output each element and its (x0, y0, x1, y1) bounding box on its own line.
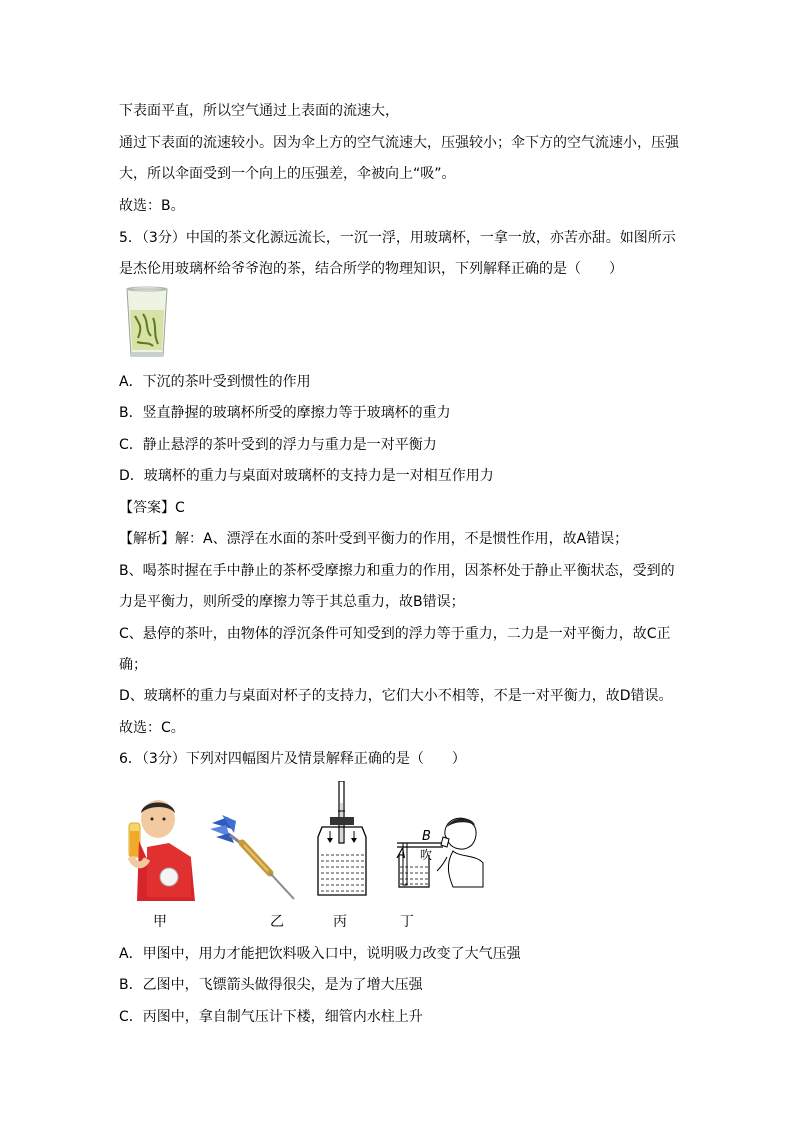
option-c: C．静止悬浮的茶叶受到的浮力与重力是一对平衡力 (119, 437, 437, 453)
analysis-line: 故选：C。 (119, 720, 185, 736)
option-b: B．乙图中，飞镖箭头做得很尖，是为了增大压强 (119, 977, 423, 993)
question-5-stem: 5．（3分）中国的茶文化源远流长，一沉一浮，用玻璃杯，一拿一放，亦苦亦甜。如图所示 (119, 230, 676, 246)
tea-glass-image (123, 286, 171, 360)
analysis-line: C、悬停的茶叶，由物体的浮沉条件可知受到的浮力等于重力，二力是一对平衡力，故C正 (119, 626, 671, 642)
question-6-stem: 6．（3分）下列对四幅图片及情景解释正确的是（ ） (119, 751, 466, 767)
text-line: 通过下表面的流速较小。因为伞上方的空气流速大，压强较小；伞下方的空气流速小，压强 (119, 135, 679, 151)
answer-label: 【答案】C (119, 500, 185, 516)
analysis-line: 确； (119, 657, 147, 673)
caption-yi: 乙 (270, 914, 284, 930)
text-line: 故选：B。 (119, 198, 185, 214)
figure-label-a: A (397, 847, 406, 862)
text-line: 大，所以伞面受到一个向上的压强差，伞被向上“吸”。 (119, 166, 456, 182)
dart-image (208, 815, 298, 903)
figure-label-b: B (422, 829, 431, 844)
blowing-tube-image (393, 813, 485, 889)
text-line: 下表面平直，所以空气通过上表面的流速大， (119, 103, 399, 119)
caption-ding: 丁 (400, 914, 414, 930)
caption-bing: 丙 (333, 914, 347, 930)
analysis-line: B、喝茶时握在手中静止的茶杯受摩擦力和重力的作用，因茶杯处于静止平衡状态，受到的 (119, 563, 675, 579)
option-b: B．竖直静握的玻璃杯所受的摩擦力等于玻璃杯的重力 (119, 405, 451, 421)
analysis-line: D、玻璃杯的重力与桌面对杯子的支持力，它们大小不相等，不是一对平衡力，故D错误。 (119, 688, 673, 704)
question-5-stem: 是杰伦用玻璃杯给爷爷泡的茶，结合所学的物理知识，下列解释正确的是（ ） (119, 261, 623, 277)
barometer-bottle-image (316, 781, 378, 899)
option-a: A．下沉的茶叶受到惯性的作用 (119, 374, 311, 390)
analysis-line: 【解析】解：A、漂浮在水面的茶叶受到平衡力的作用，不是惯性作用，故A错误； (119, 531, 629, 547)
caption-jia: 甲 (153, 914, 167, 930)
option-a: A．甲图中，用力才能把饮料吸入口中，说明吸力改变了大气压强 (119, 946, 521, 962)
child-drinking-image (125, 797, 197, 901)
option-c: C．丙图中，拿自制气压计下楼，细管内水柱上升 (119, 1009, 423, 1025)
figure-label-blow: 吹 (420, 848, 433, 862)
option-d: D．玻璃杯的重力与桌面对玻璃杯的支持力是一对相互作用力 (119, 468, 494, 484)
analysis-line: 力是平衡力，则所受的摩擦力等于其总重力，故B错误； (119, 594, 465, 610)
